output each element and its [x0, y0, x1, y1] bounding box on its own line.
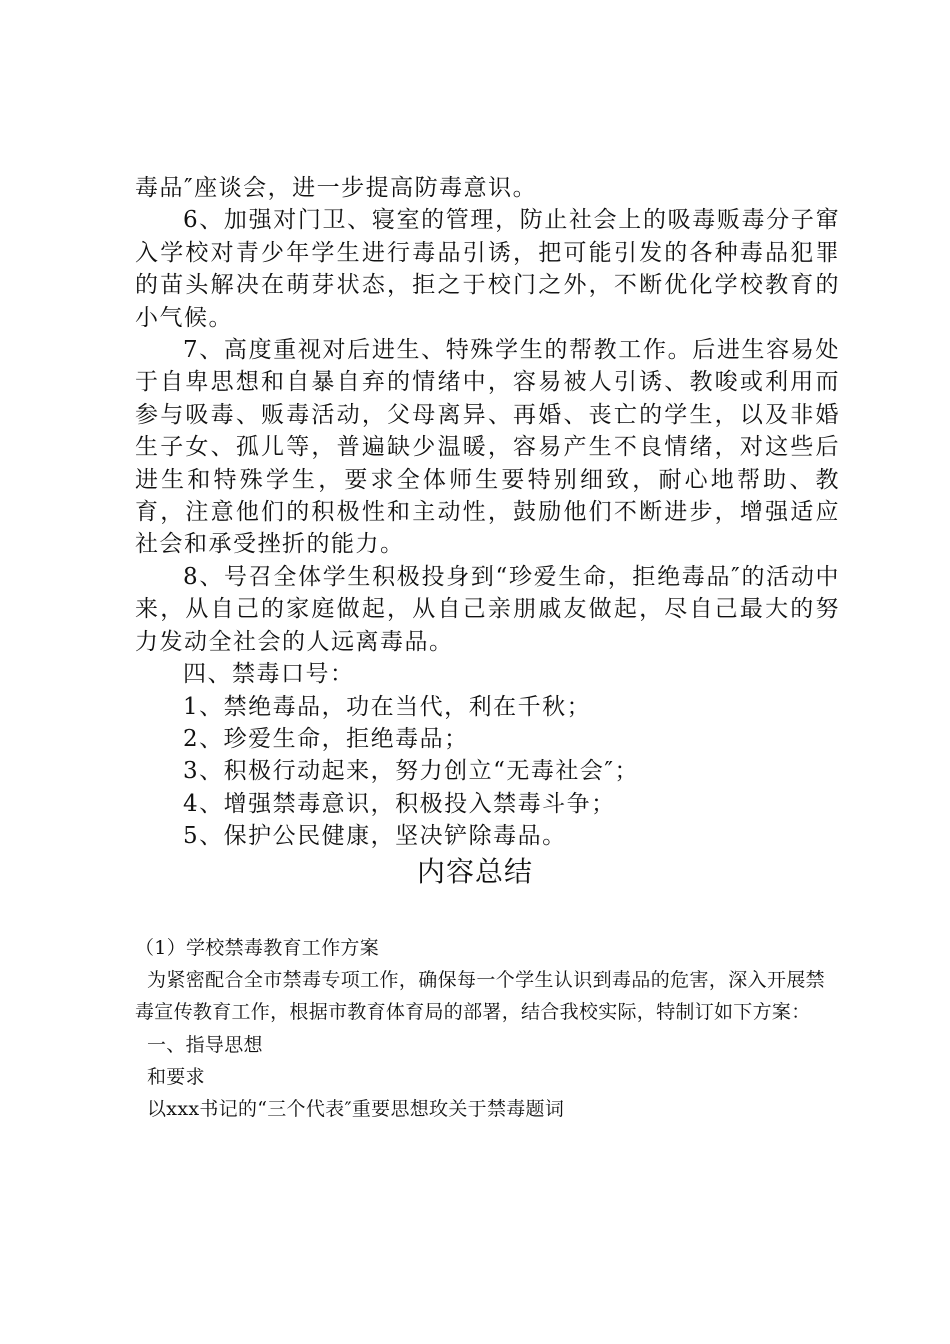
slogan-item-2: 2、珍爱生命，拒绝毒品； — [183, 725, 469, 752]
slogan-item-5: 5、保护公民健康，坚决铲除毒品。 — [183, 823, 567, 850]
summary-intro: 为紧密配合全市禁毒专项工作，确保每一个学生认识到毒品的危害，深入开展禁毒宣传教育工作，根据市教育体育局的部署，结合我校实际，特制订如下方案： — [135, 969, 825, 1024]
slogan-item-1: 1、禁绝毒品，功在当代，利在千秋； — [183, 693, 592, 720]
slogan-item-4: 4、增强禁毒意识，积极投入禁毒斗争； — [183, 790, 616, 817]
summary-section-1: 一、指导思想 — [147, 1033, 263, 1056]
summary-section-1-continued: 和要求 — [147, 1065, 205, 1088]
paragraph-item-8: 8、号召全体学生积极投身到“珍爱生命，拒绝毒品″的活动中来，从自己的家庭做起，从自己亲朋戚友做起，尽自己最大的努力发动全社会的人远离毒品。 — [135, 563, 840, 655]
slogan-item-3: 3、积极行动起来，努力创立“无毒社会″； — [183, 758, 639, 785]
summary-title: 内容总结 — [416, 855, 533, 888]
paragraph-item-6: 6、加强对门卫、寝室的管理，防止社会上的吸毒贩毒分子窜入学校对青少年学生进行毒品引诱，把可能引发的各种毒品犯罪的苗头解决在萌芽状态，拒之于校门之外，不断优化学校教育的小气候。 — [135, 207, 840, 331]
summary-heading: （1）学校禁毒教育工作方案 — [135, 937, 379, 959]
summary-last-line: 以xxx书记的“三个代表″重要思想玫关于禁毒题词 — [147, 1098, 565, 1121]
paragraph-item-7: 7、高度重视对后进生、特殊学生的帮教工作。后进生容易处于自卑思想和自暴自弃的情绪中，容易被人引诱、教唆或利用而参与吸毒、贩毒活动，父母离异、再婚、丧亡的学生，以及非婚生子女、孤儿等，普遍缺少温暖，容易产生不良情绪，对这些后进生和特殊学生，要求全体师生要特别细致，耐心地帮助、教育，注意他们的积极性和主动性，鼓励他们不断进步，增强适应社会和承受挫折的能力。 — [135, 337, 840, 558]
document-body — [135, 172, 840, 853]
paragraph-continuation: 毒品″座谈会，进一步提高防毒意识。 — [135, 175, 538, 201]
summary-body — [135, 932, 825, 1125]
slogan-heading: 四、禁毒口号： — [183, 661, 355, 688]
